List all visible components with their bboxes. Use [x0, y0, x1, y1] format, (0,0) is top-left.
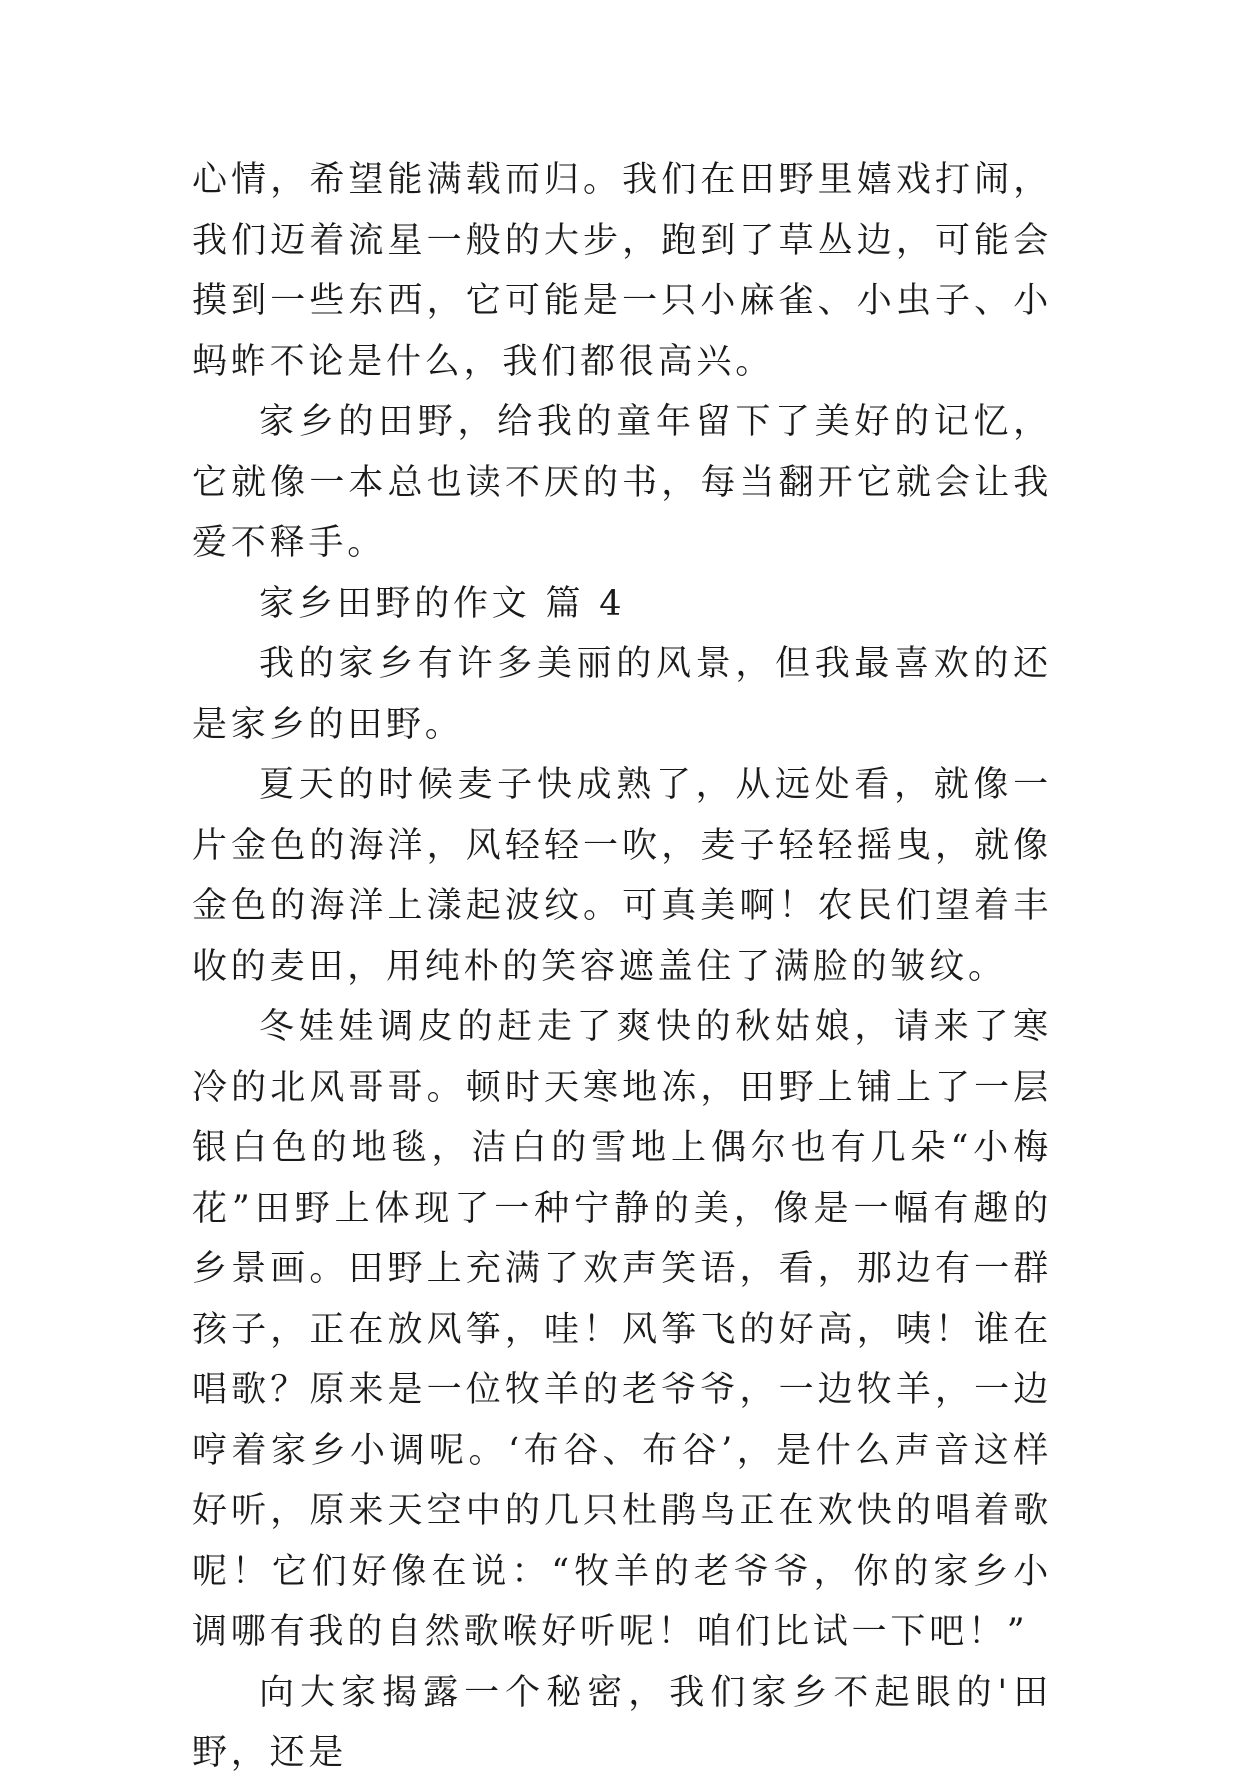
- document-body: [192, 150, 1052, 1784]
- paragraph-1: 心情，希望能满载而归。我们在田野里嬉戏打闹，我们迈着流星一般的大步，跑到了草丛边，可能会摸到一些东西，它可能是一只小麻雀、小虫子、小蚂蚱不论是什么，我们都很高兴。: [192, 160, 1052, 382]
- paragraph-2: 家乡的田野，给我的童年留下了美好的记忆，它就像一本总也读不厌的书，每当翻开它就会让我爱不释手。: [192, 402, 1052, 563]
- paragraph-4: 夏天的时候麦子快成熟了，从远处看，就像一片金色的海洋，风轻轻一吹，麦子轻轻摇曳，就像金色的海洋上漾起波纹。可真美啊！农民们望着丰收的麦田，用纯朴的笑容遮盖住了满脸的皱纹。: [192, 765, 1052, 987]
- paragraph-6: 向大家揭露一个秘密，我们家乡不起眼的'田野，还是: [192, 1672, 1052, 1773]
- paragraph-5: 冬娃娃调皮的赶走了爽快的秋姑娘，请来了寒冷的北风哥哥。顿时天寒地冻，田野上铺上了一层银白色的地毯，洁白的雪地上偶尔也有几朵“小梅花”田野上体现了一种宁静的美，像是一幅有趣的乡景画。田野上充满了欢声笑语，看，那边有一群孩子，正在放风筝，哇！风筝飞的好高，咦！谁在唱歌？原来是一位牧羊的老爷爷，一边牧羊，一边哼着家乡小调呢。‘布谷、布谷’，是什么声音这样好听，原来天空中的几只杜鹃鸟正在欢快的唱着歌呢！它们好像在说：“牧羊的老爷爷，你的家乡小调哪有我的自然歌喉好听呢！咱们比试一下吧！”: [192, 1007, 1052, 1652]
- paragraph-3: 我的家乡有许多美丽的风景，但我最喜欢的还是家乡的田野。: [192, 644, 1052, 745]
- section-heading: 家乡田野的作文 篇 4: [259, 583, 626, 624]
